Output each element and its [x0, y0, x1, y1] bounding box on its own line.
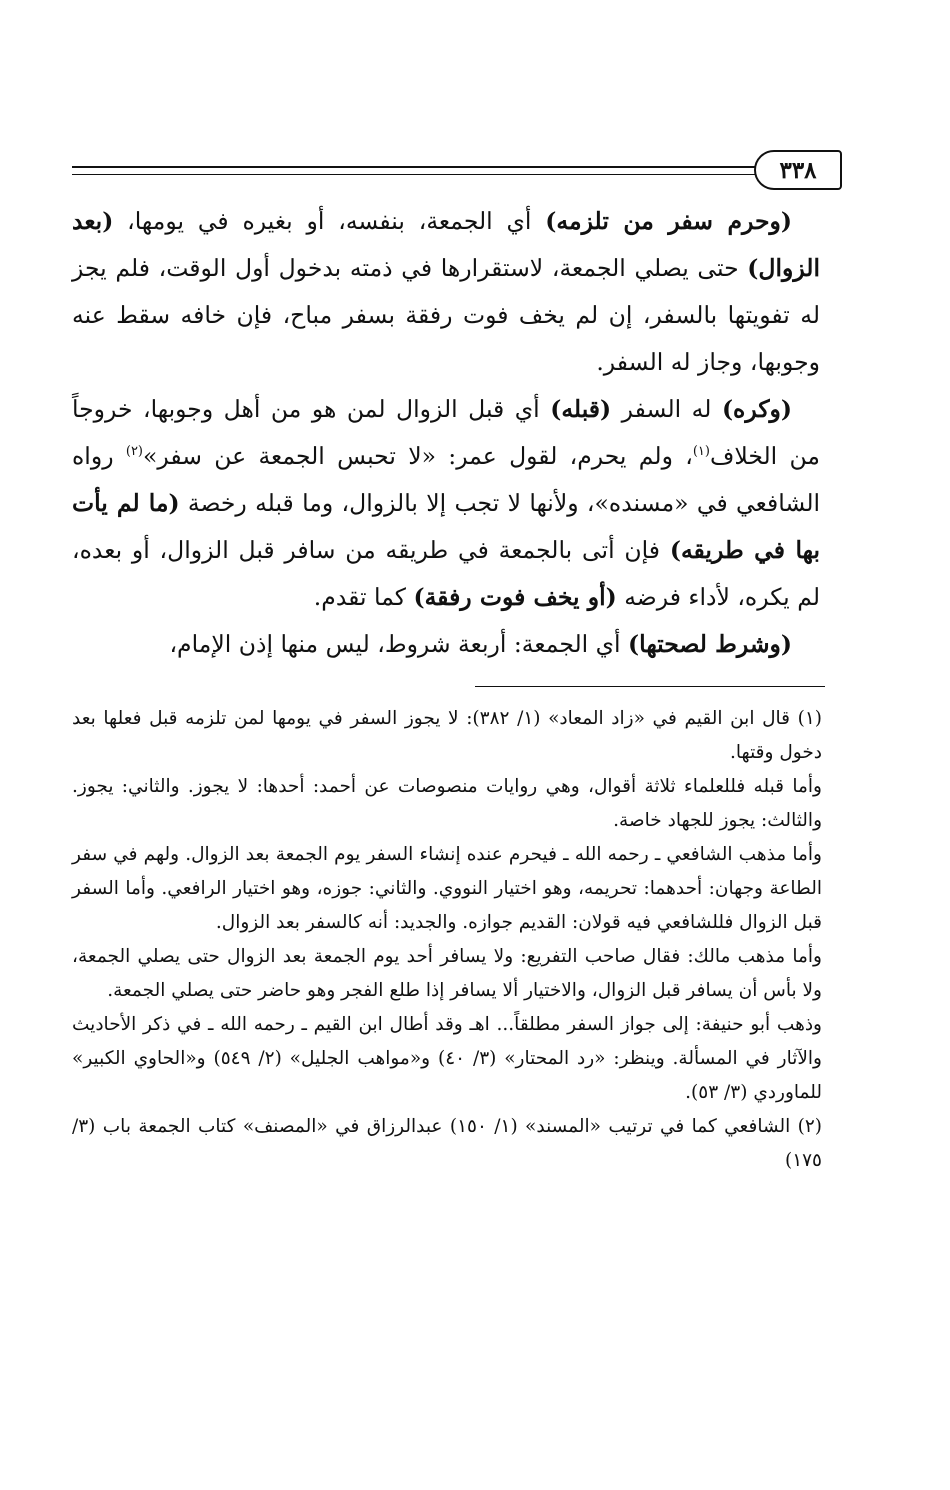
sharh-text: أي قبل الزوال لمن هو من أهل وجوبها، خروجاً من الخلاف	[72, 395, 820, 470]
sharh-text: أي الجمعة: أربعة شروط، ليس منها إذن الإمام،	[169, 630, 629, 658]
paragraph-1	[72, 198, 820, 386]
matn-phrase: (أو يخف فوت رفقة)	[413, 583, 617, 611]
footnote-1-continued: وأما مذهب مالك: فقال صاحب التفريع: ولا يسافر أحد يوم الجمعة بعد الزوال حتى يصلي الجمعة، ولا بأس أن يسافر قبل الزوال، والاختيار ألا يسافر إذا طلع الفجر وهو حاضر حتى يصلي الجمعة.	[72, 946, 822, 1001]
footnote-2: (٢) الشافعي كما في ترتيب «المسند» (١/ ١٥٠) عبدالرزاق في «المصنف» كتاب الجمعة باب (٣/ ١٧٥)	[72, 1116, 822, 1171]
page-number-text: ٣٣٨	[779, 156, 817, 184]
footnote-separator	[475, 686, 825, 687]
sharh-text: ، ولم يحرم، لقول عمر: «لا تحبس الجمعة عن سفر»	[143, 442, 693, 470]
main-text	[72, 198, 820, 668]
matn-phrase: (ما لم يأت بها في طريقه)	[72, 489, 820, 564]
footnote-1: (١) قال ابن القيم في «زاد المعاد» (١/ ٣٨٢): لا يجوز السفر في يومها لمن تلزمه قبل فعلها بعد دخول وقتها.	[72, 708, 822, 763]
sharh-text: حتى يصلي الجمعة، لاستقرارها في ذمته بدخول أول الوقت، فلم يجز له تفويتها بالسفر، إن لم يخف فوت رفقة بسفر مباح، فإن خافه سقط عنه وجوبها، وجاز له السفر.	[72, 254, 820, 376]
sharh-text: أي الجمعة، بنفسه، أو بغيره في يومها،	[113, 207, 546, 235]
matn-phrase: (وشرط لصحتها)	[628, 630, 792, 658]
matn-phrase: (بعد الزوال)	[72, 207, 820, 282]
paragraph-2	[72, 386, 820, 621]
sharh-text: رواه الشافعي في «مسنده»، ولأنها لا تجب إلا بالزوال، وما قبله رخصة	[72, 442, 821, 517]
matn-phrase: (وكره)	[721, 395, 792, 423]
paragraph-3	[72, 621, 820, 668]
footnote-reference[interactable]: (١)	[692, 444, 710, 460]
footnote-reference[interactable]: (٢)	[125, 444, 143, 460]
page-header	[72, 148, 842, 188]
footnotes	[72, 702, 822, 1178]
matn-phrase: (قبله)	[550, 395, 612, 423]
sharh-text: كما تقدم.	[313, 583, 414, 611]
header-rule	[72, 166, 764, 175]
footnote-1-continued: وأما قبله فللعلماء ثلاثة أقوال، وهي روايات منصوصات عن أحمد: أحدها: لا يجوز. والثاني: يجوز. والثالث: يجوز للجهاد خاصة.	[72, 776, 822, 831]
page-number	[754, 150, 842, 190]
matn-phrase: (وحرم سفر من تلزمه)	[545, 207, 793, 235]
sharh-text: فإن أتى بالجمعة في طريقه من سافر قبل الزوال، أو بعده، لم يكره، لأداء فرضه	[72, 536, 820, 611]
sharh-text: له السفر	[611, 395, 722, 423]
footnote-1-continued: وذهب أبو حنيفة: إلى جواز السفر مطلقاً... اهـ وقد أطال ابن القيم ـ رحمه الله ـ في ذكر الأحاديث والآثار في المسألة. وينظر: «رد المحتار» (٣/ ٤٠) و«مواهب الجليل» (٢/ ٥٤٩) و«الحاوي الكبير» للماوردي (٣/ ٥٣).	[72, 1014, 822, 1103]
footnote-1-continued: وأما مذهب الشافعي ـ رحمه الله ـ فيحرم عنده إنشاء السفر يوم الجمعة بعد الزوال. ولهم في سفر الطاعة وجهان: أحدهما: تحريمه، وهو اختيار النووي. والثاني: جوزه، وهو اختيار الرافعي. وأما السفر قبل الزوال فللشافعي فيه قولان: القديم جوازه. والجديد: أنه كالسفر بعد الزوال.	[72, 844, 822, 933]
